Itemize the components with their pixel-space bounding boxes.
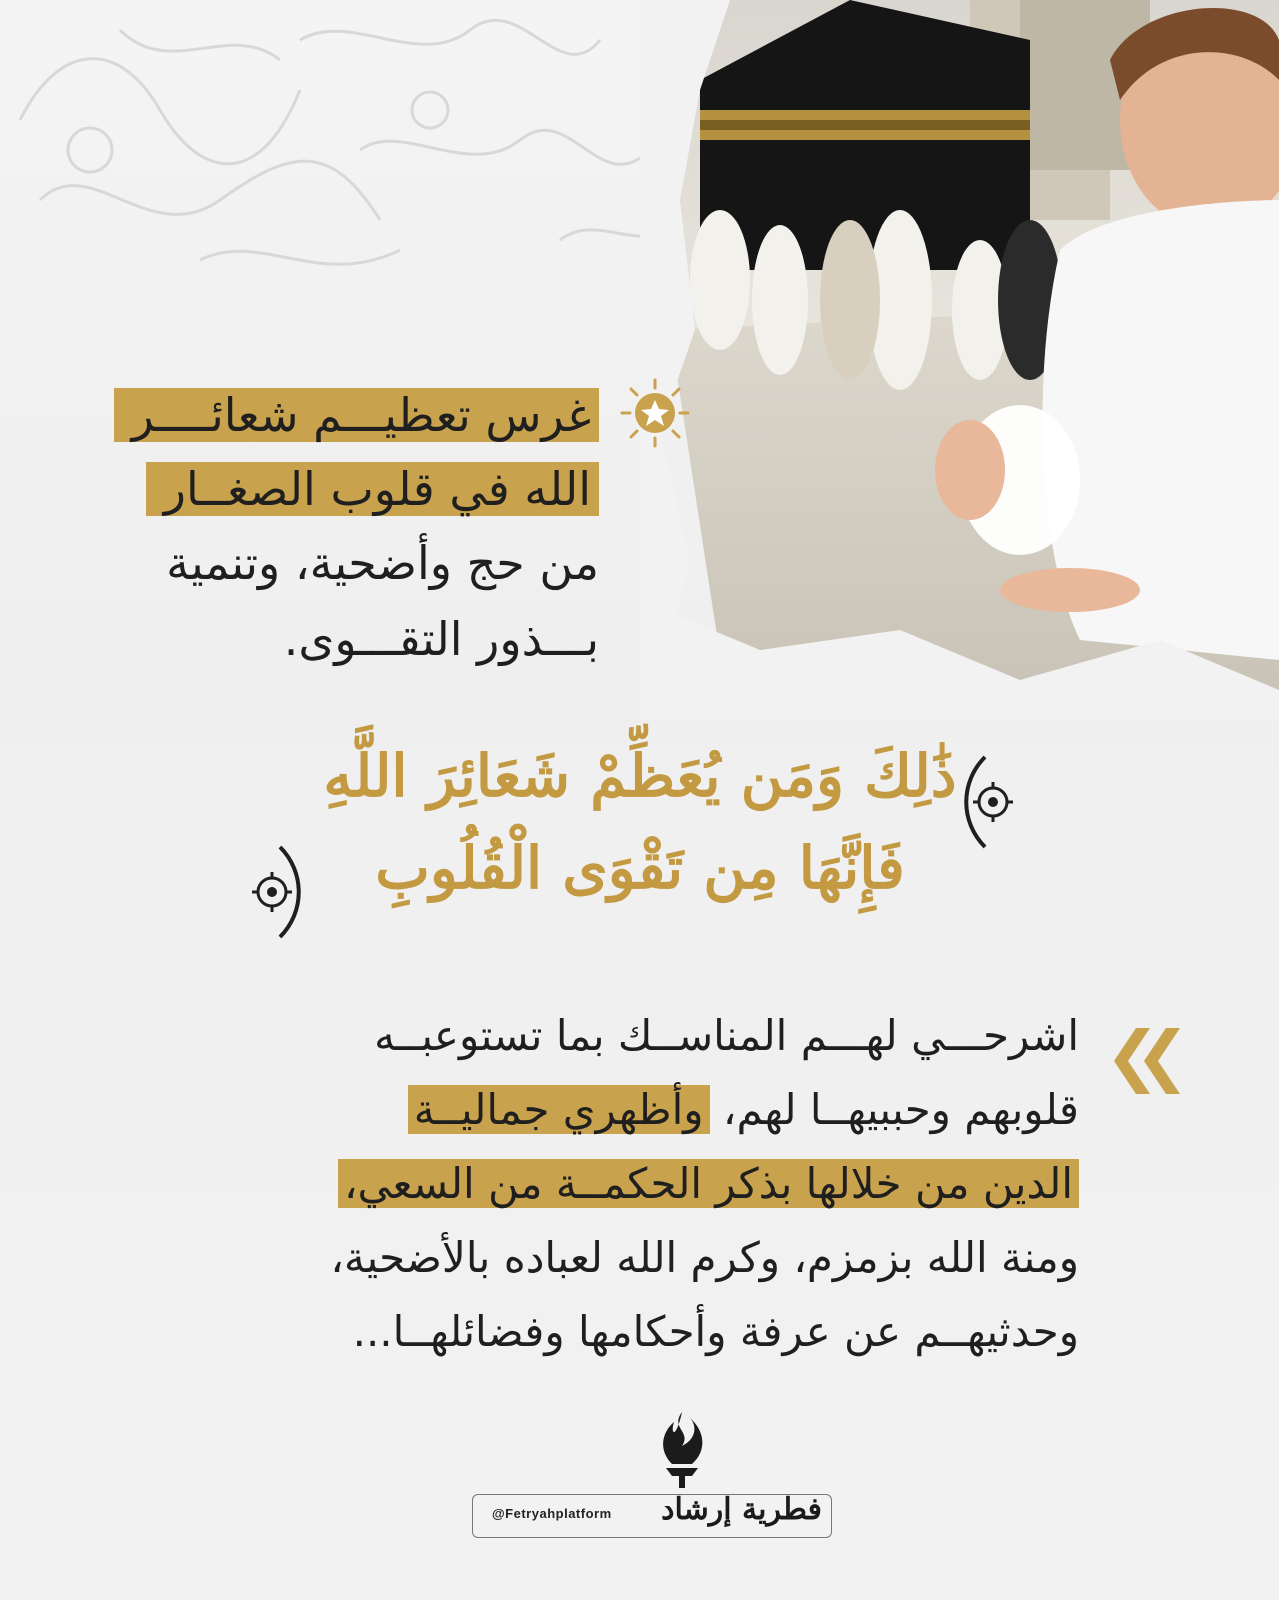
body-line-2-highlight: وأظهري جماليــة	[408, 1085, 710, 1134]
headline	[0, 388, 599, 688]
logo-flame-icon	[652, 1410, 712, 1490]
brand-logo-text: فطرية إرشاد	[661, 1492, 822, 1527]
body-line-4: ومنة الله بزمزم، وكرم الله لعباده بالأضحية،	[330, 1233, 1079, 1282]
headline-line-4: بـــذور التقـــوى.	[283, 612, 599, 666]
body-line-5: وحدثيهــم عن عرفة وأحكامها وفضائلهــا...	[352, 1307, 1079, 1356]
star-badge-icon	[620, 378, 690, 448]
headline-line-1: غرس تعظيـــم شعائــــر	[114, 388, 599, 442]
body-line-3	[99, 1158, 1079, 1210]
body-line-1: اشرحـــي لهـــم المناســك بما تستوعبــه	[374, 1011, 1079, 1060]
calligraphy-background-decoration	[0, 0, 720, 300]
footer-branding	[472, 1410, 830, 1560]
body-line-3-highlight: الدين من خلالها بذكر الحكمــة من السعي،	[338, 1159, 1079, 1208]
social-handle: @Fetryahplatform	[492, 1506, 612, 1521]
verse-line-1: ذَٰلِكَ وَمَن يُعَظِّمْ شَعَائِرَ اللَّهِ	[323, 742, 957, 810]
quran-verse	[280, 730, 1000, 914]
headline-line-2: الله في قلوب الصغــار	[146, 462, 599, 516]
body-paragraph	[99, 1010, 1079, 1380]
headline-line-3: من حج وأضحية، وتنمية	[166, 536, 599, 590]
chevron-double-left-icon	[1110, 1028, 1180, 1094]
verse-line-2: فَإِنَّهَا مِن تَقْوَى الْقُلُوبِ	[375, 834, 905, 902]
body-line-2	[99, 1084, 1079, 1136]
kaaba-photo	[640, 0, 1279, 720]
body-line-2-plain: قلوبهم وحببيهــا لهم،	[709, 1085, 1079, 1134]
